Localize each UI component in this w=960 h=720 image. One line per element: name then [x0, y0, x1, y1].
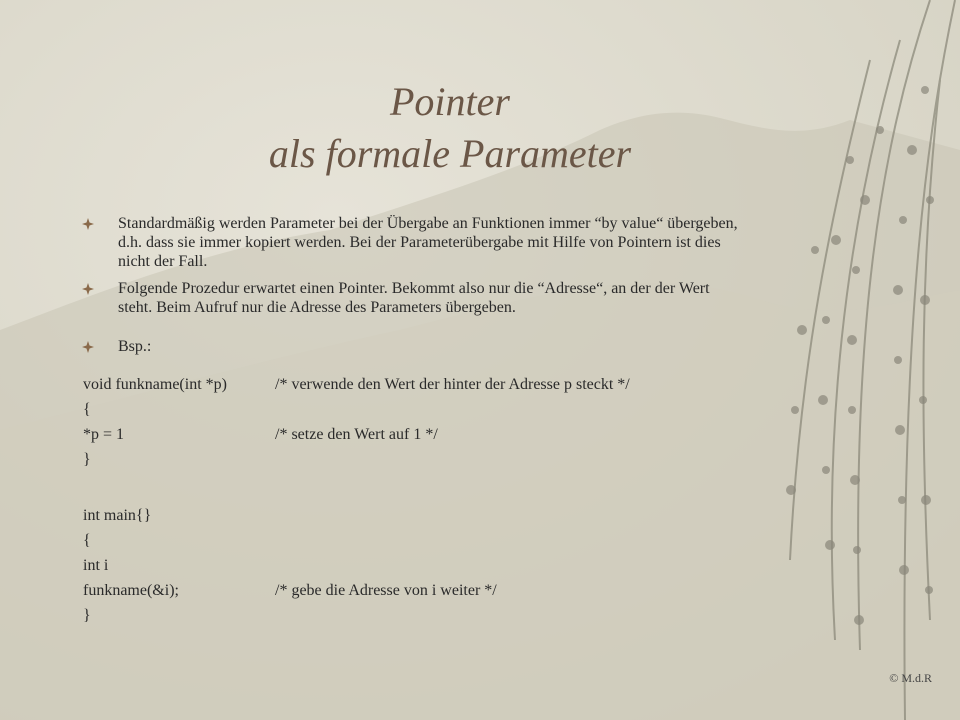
bullet-text: Standardmäßig werden Parameter bei der Übergabe an Funktionen immer “by value“ übergeben, d.h. dass sie immer kopiert werden. Bei der Parameterübergabe mit Hilfe von Pointern ist dies nicht der Fall. — [118, 215, 738, 270]
code-line — [83, 372, 763, 397]
code-blank-line — [83, 472, 763, 503]
code-text: { — [83, 401, 91, 418]
code-text: void funkname(int *p) — [83, 376, 227, 393]
diamond-bullet-icon — [82, 218, 94, 230]
code-comment: /* setze den Wert auf 1 */ — [275, 426, 438, 443]
code-text: } — [83, 451, 91, 468]
bullet-text: Folgende Prozedur erwartet einen Pointer. Bekommt also nur die “Adresse“, an der der Wert steht. Beim Aufruf nur die Adresse des Parameters übergeben. — [118, 280, 710, 316]
code-text: } — [83, 607, 91, 624]
code-line — [83, 503, 763, 528]
code-line — [83, 397, 763, 422]
bullet-text: Bsp.: — [118, 338, 152, 355]
bullet-list — [80, 214, 740, 364]
code-line — [83, 603, 763, 628]
diamond-bullet-icon — [82, 283, 94, 295]
bullet-item — [80, 337, 740, 356]
slide-title — [180, 76, 720, 180]
code-line — [83, 447, 763, 472]
code-comment: /* gebe die Adresse von i weiter */ — [275, 582, 497, 599]
copyright-footer: © M.d.R — [889, 671, 932, 685]
code-example — [83, 372, 763, 628]
code-text: int i — [83, 557, 109, 574]
code-text: funkname(&i); — [83, 582, 179, 599]
bullet-item — [80, 279, 740, 317]
code-line — [83, 422, 763, 447]
code-line — [83, 528, 763, 553]
diamond-bullet-icon — [82, 341, 94, 353]
bullet-item — [80, 214, 740, 271]
code-text: { — [83, 532, 91, 549]
code-comment: /* verwende den Wert der hinter der Adresse p steckt */ — [275, 376, 630, 393]
title-line-2: als formale Parameter — [268, 131, 632, 176]
code-text: int main{} — [83, 507, 152, 524]
code-line — [83, 553, 763, 578]
title-line-1: Pointer — [390, 79, 510, 124]
code-text: *p = 1 — [83, 426, 125, 443]
code-line — [83, 578, 763, 603]
